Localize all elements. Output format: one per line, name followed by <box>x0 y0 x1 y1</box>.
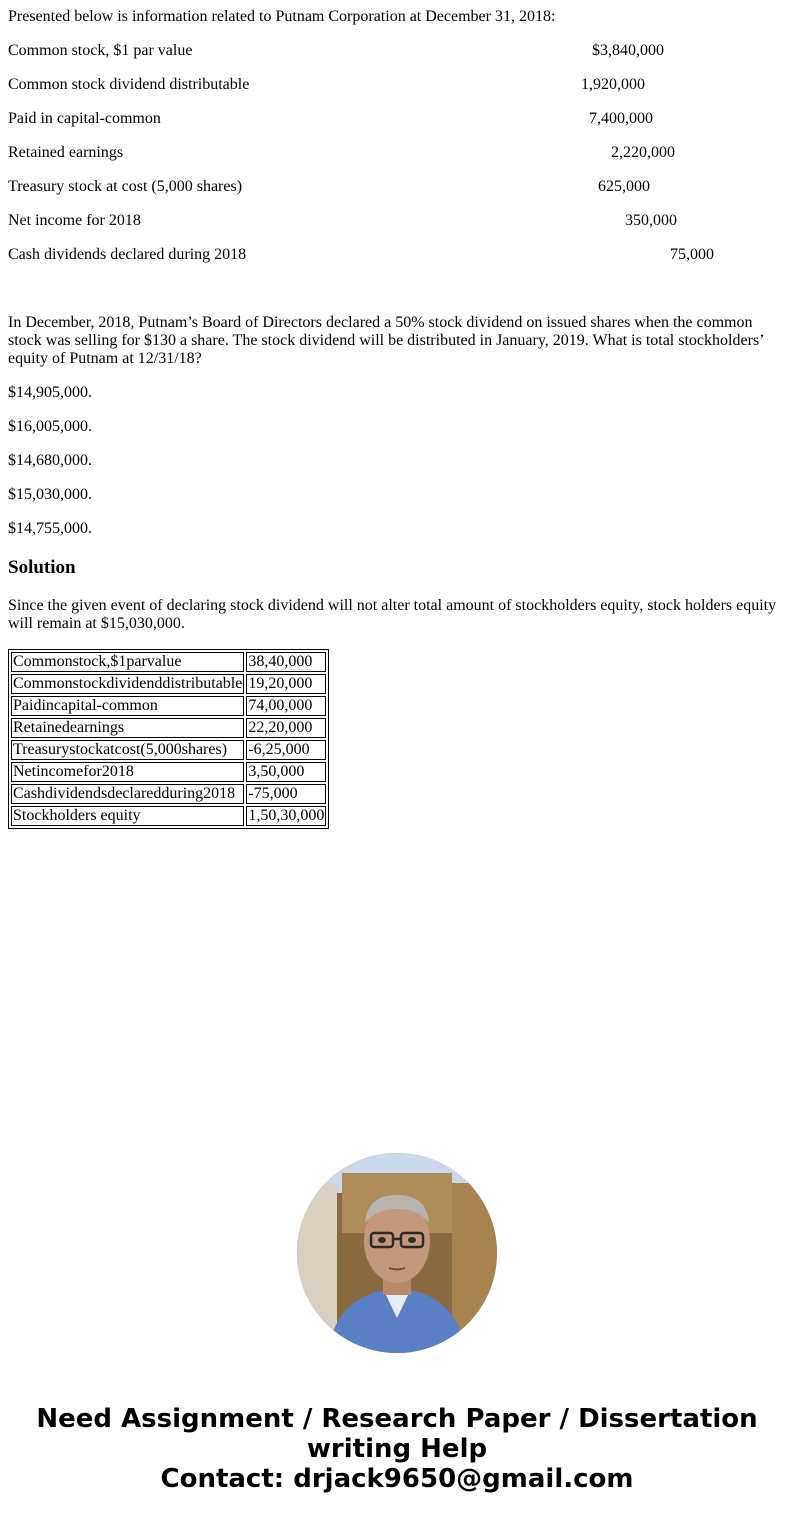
item-amount-cash-dividends: 75,000 <box>670 246 714 263</box>
table-cell-label: Commonstock,$1parvalue <box>11 652 244 672</box>
table-cell-label: Cashdividendsdeclaredduring2018 <box>11 784 244 804</box>
table-cell-value: 38,40,000 <box>246 652 326 672</box>
table-row <box>11 652 326 672</box>
table-row <box>11 696 326 716</box>
table-cell-value: 3,50,000 <box>246 762 326 782</box>
item-label-cash-dividends: Cash dividends declared during 2018 <box>8 246 247 263</box>
promo-contact: Contact: drjack9650@gmail.com <box>160 1464 634 1494</box>
table-cell-value: -6,25,000 <box>246 740 326 760</box>
table-cell-value: -75,000 <box>246 784 326 804</box>
table-row <box>11 740 326 760</box>
option-b: $16,005,000. <box>8 418 92 435</box>
promo-line-2: writing Help <box>306 1434 488 1464</box>
item-label-paid-in-capital: Paid in capital-common <box>8 110 161 127</box>
solution-text: Since the given event of declaring stock dividend will not alter total amount of stockholders equity, stock holders equity will remain at $15,030,000. <box>8 597 777 632</box>
question-text: In December, 2018, Putnam’s Board of Directors declared a 50% stock dividend on issued shares when the common stock was selling for $130 a share. The stock dividend will be distributed in January, 2019. What is total stockholders’ equity of Putnam at 12/31/18? <box>8 314 764 367</box>
option-e: $14,755,000. <box>8 520 92 537</box>
item-label-treasury-stock: Treasury stock at cost (5,000 shares) <box>8 178 243 195</box>
table-row <box>11 674 326 694</box>
table-cell-label: Paidincapital-common <box>11 696 244 716</box>
item-label-common-stock: Common stock, $1 par value <box>8 42 193 59</box>
table-cell-value: 74,00,000 <box>246 696 326 716</box>
item-amount-treasury-stock: 625,000 <box>598 178 650 195</box>
option-d: $15,030,000. <box>8 486 92 503</box>
table-row <box>11 806 326 826</box>
option-c: $14,680,000. <box>8 452 92 469</box>
author-avatar <box>297 1153 497 1353</box>
table-cell-label: Treasurystockatcost(5,000shares) <box>11 740 244 760</box>
table-cell-label: Commonstockdividenddistributable <box>13 675 243 692</box>
table-cell-label: Retainedearnings <box>11 718 244 738</box>
table-cell-value: 19,20,000 <box>246 674 326 694</box>
equity-table <box>8 649 329 829</box>
table-cell-value: 22,20,000 <box>246 718 326 738</box>
intro-text: Presented below is information related to Putnam Corporation at December 31, 2018: <box>8 8 556 25</box>
solution-heading: Solution <box>8 557 76 578</box>
item-label-net-income: Net income for 2018 <box>8 212 141 229</box>
item-label-dividend-distributable: Common stock dividend distributable <box>8 76 250 93</box>
promo-line-1: Need Assignment / Research Paper / Dissertation <box>36 1404 758 1434</box>
item-label-retained-earnings: Retained earnings <box>8 144 124 161</box>
item-amount-net-income: 350,000 <box>625 212 677 229</box>
table-row <box>11 762 326 782</box>
item-amount-dividend-distributable: 1,920,000 <box>581 76 645 93</box>
person-photo-icon <box>297 1153 497 1353</box>
table-cell-label: Netincomefor2018 <box>11 762 244 782</box>
item-amount-common-stock: $3,840,000 <box>592 42 664 59</box>
item-amount-retained-earnings: 2,220,000 <box>611 144 675 161</box>
promo-banner <box>0 1404 794 1494</box>
option-a: $14,905,000. <box>8 384 92 401</box>
table-row <box>11 718 326 738</box>
table-cell-value: 1,50,30,000 <box>248 807 325 824</box>
item-amount-paid-in-capital: 7,400,000 <box>589 110 653 127</box>
table-cell-label: Stockholders equity <box>11 806 244 826</box>
table-row <box>11 784 326 804</box>
